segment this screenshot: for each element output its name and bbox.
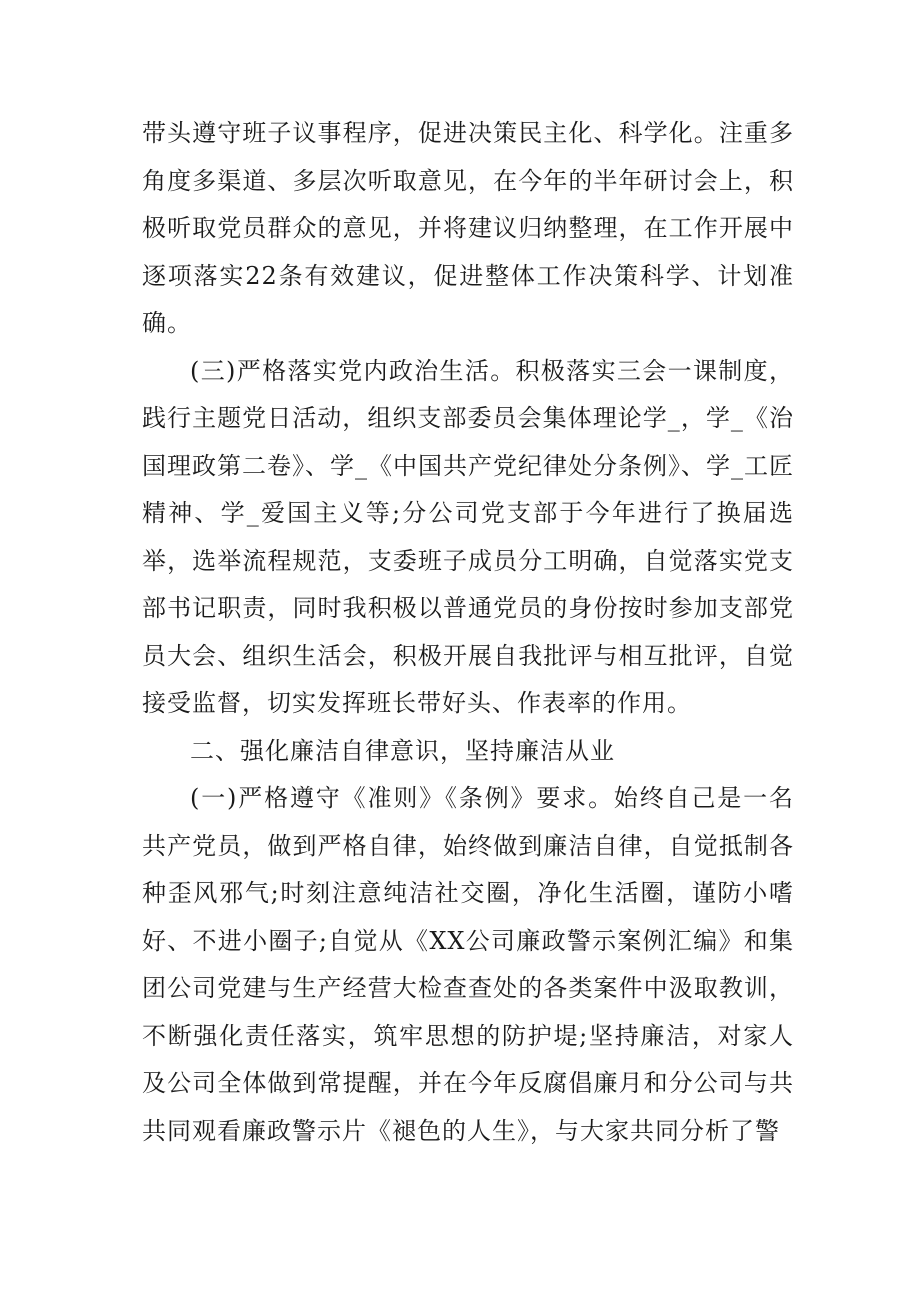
paragraph-party-political-life: (三)严格落实党内政治生活。积极落实三会一课制度，践行主题党日活动，组织支部委员会集体理论学_，学_《治国理政第二卷》、学_《中国共产党纪律处分条例》、学_工匠精神、学_爱国主义等;分公司党支部于今年进行了换届选举，选举流程规范，支委班子成员分工明确，自觉落实党支部书记职责，同时我积极以普通党员的身份按时参加支部党员大会、组织生活会，积极开展自我批评与相互批评，自觉接受监督，切实发挥班长带好头、作表率的作用。 (142, 356, 794, 717)
document-body (142, 110, 794, 1155)
paragraph-rules-compliance: (一)严格遵守《准则》《条例》要求。始终自己是一名共产党员，做到严格自律，始终做到廉洁自律，自觉抵制各种歪风邪气;时刻注意纯洁社交圈，净化生活圈，谨防小嗜好、不进小圈子;自觉从《XX公司廉政警示案例汇编》和集团公司党建与生产经营大检查查处的各类案件中汲取教训，不断强化责任落实，筑牢思想的防护堤;坚持廉洁，对家人及公司全体做到常提醒，并在今年反腐倡廉月和分公司与共共同观看廉政警示片《褪色的人生》，与大家共同分析了警 (142, 784, 794, 1145)
paragraph-decision-making: 带头遵守班子议事程序，促进决策民主化、科学化。注重多角度多渠道、多层次听取意见，在今年的半年研讨会上，积极听取党员群众的意见，并将建议归纳整理，在工作开展中逐项落实22条有效建议，促进整体工作决策科学、计划准确。 (142, 119, 794, 337)
section-heading-integrity: 二、强化廉洁自律意识，坚持廉洁从业 (190, 736, 615, 765)
